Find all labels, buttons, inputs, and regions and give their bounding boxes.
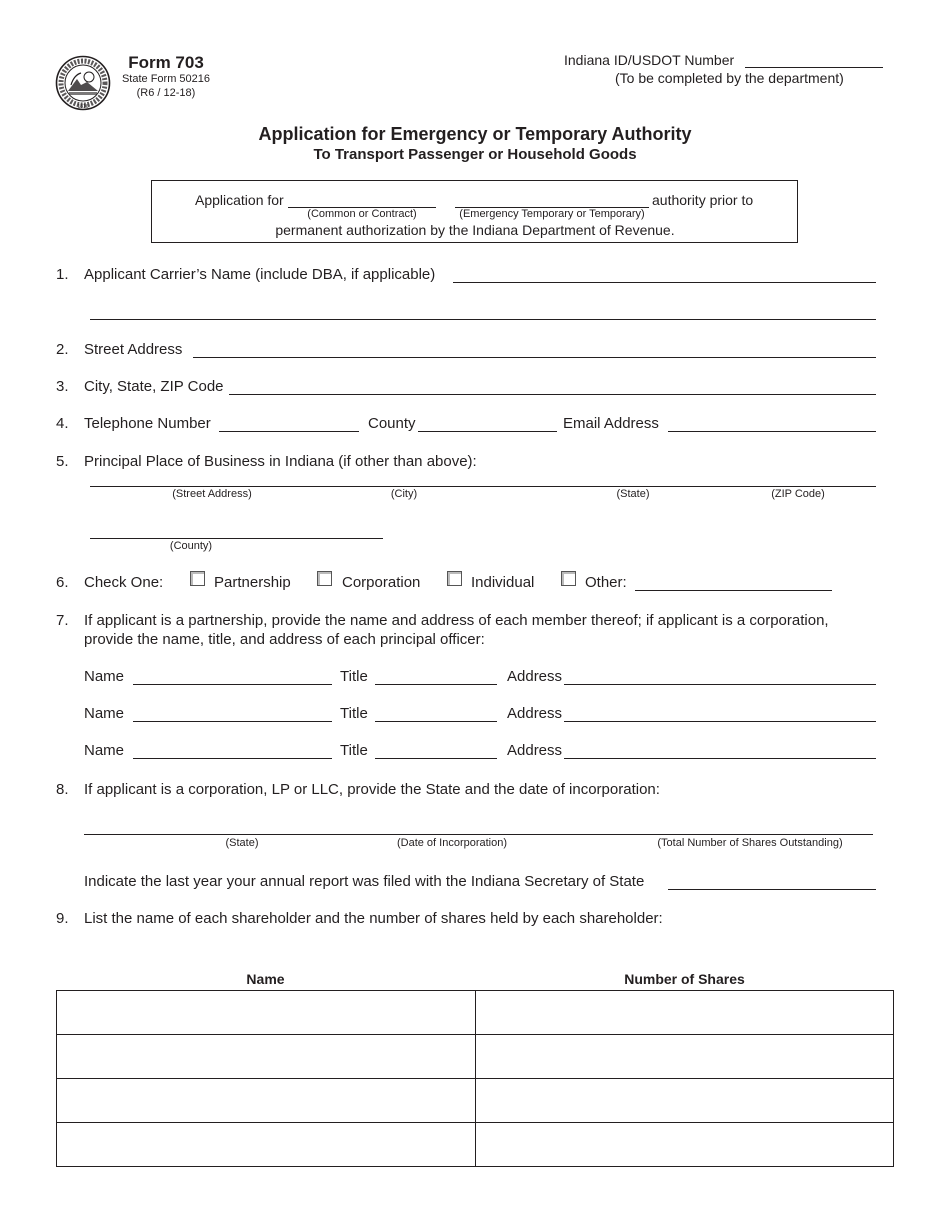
officer-address-label: Address [507,705,563,722]
street-address-label: Street Address [84,341,183,358]
app-box-line2: permanent authorization by the Indiana Department of Revenue. [275,222,675,238]
county-line[interactable] [418,431,557,432]
authority-kind-caption: (Emergency Temporary or Temporary) [459,208,645,220]
corporation-label: Corporation [342,574,421,591]
officer-title-label: Title [340,668,368,685]
form-number: Form 703 [128,53,204,72]
name-column-header: Name [246,971,285,987]
shareholder-table [56,990,894,1167]
item-number: 3. [56,378,69,395]
officer-title-line[interactable] [375,758,497,759]
officers-instructions-1: If applicant is a partnership, provide the name and address of each member thereof; if applicant is a corporation, [84,612,829,629]
city-state-zip-line[interactable] [229,394,876,395]
carrier-name-label: Applicant Carrier’s Name (include DBA, if applicable) [84,266,436,283]
state-form-number: State Form 50216 [121,73,211,86]
county-label: County [368,415,416,432]
app-prefix: Application for [195,192,284,208]
street-address-caption: (Street Address) [172,488,252,500]
telephone-label: Telephone Number [84,415,211,432]
shares-count-cell[interactable] [475,1035,894,1079]
corporation-checkbox[interactable] [317,571,332,586]
item-number: 8. [56,781,69,798]
other-checkbox[interactable] [561,571,576,586]
annual-report-line[interactable] [668,889,876,890]
shareholder-name-cell[interactable] [57,1035,476,1079]
officer-title-label: Title [340,742,368,759]
officer-address-label: Address [507,668,563,685]
table-row [57,1035,894,1079]
officer-address-line[interactable] [564,758,876,759]
officer-name-label: Name [84,705,125,722]
officer-address-line[interactable] [564,721,876,722]
officer-address-line[interactable] [564,684,876,685]
check-one-label: Check One: [84,574,164,591]
street-address-line[interactable] [193,357,876,358]
incorporation-state-caption: (State) [225,837,259,849]
id-note: (To be completed by the department) [615,70,844,86]
city-caption: (City) [390,488,418,500]
officers-instructions-2: provide the name, title, and address of each principal officer: [84,631,485,648]
telephone-line[interactable] [219,431,359,432]
officer-title-line[interactable] [375,684,497,685]
partnership-checkbox[interactable] [190,571,205,586]
item-number: 2. [56,341,69,358]
item-number: 4. [56,415,69,432]
page-title: Application for Emergency or Temporary Authority [258,124,692,144]
form-header [120,53,212,100]
item-number: 1. [56,266,69,283]
principal-address-line[interactable] [90,486,876,487]
state-seal-icon [55,55,111,111]
item-number: 9. [56,910,69,927]
shares-count-cell[interactable] [475,1123,894,1167]
individual-checkbox[interactable] [447,571,462,586]
seal-year: 1816 [77,104,89,110]
shares-count-cell[interactable] [475,1079,894,1123]
item-number: 7. [56,612,69,629]
individual-label: Individual [471,574,535,591]
shares-count-cell[interactable] [475,991,894,1035]
shareholder-name-cell[interactable] [57,1123,476,1167]
carrier-name-line-2[interactable] [90,319,876,320]
table-row [57,991,894,1035]
item-number: 6. [56,574,69,591]
officer-name-line[interactable] [133,758,332,759]
city-state-zip-label: City, State, ZIP Code [84,378,224,395]
other-label: Other: [585,574,627,591]
item-number: 5. [56,453,69,470]
partnership-label: Partnership [214,574,291,591]
other-line[interactable] [635,590,832,591]
table-row [57,1123,894,1167]
county-caption: (County) [169,540,213,552]
principal-place-label: Principal Place of Business in Indiana (if other than above): [84,453,477,470]
shares-column-header: Number of Shares [624,971,745,987]
officer-name-line[interactable] [133,684,332,685]
annual-report-label: Indicate the last year your annual report was filed with the Indiana Secretary of State [84,873,645,890]
id-label: Indiana ID/USDOT Number [564,52,735,68]
officer-address-label: Address [507,742,563,759]
incorporation-line[interactable] [84,834,873,835]
zip-caption: (ZIP Code) [771,488,825,500]
id-input-line[interactable] [745,67,883,68]
state-caption: (State) [616,488,650,500]
shares-outstanding-caption: (Total Number of Shares Outstanding) [657,837,843,849]
email-label: Email Address [563,415,659,432]
officer-title-line[interactable] [375,721,497,722]
shareholder-name-cell[interactable] [57,1079,476,1123]
app-suffix: authority prior to [652,192,754,208]
carrier-name-line[interactable] [453,282,876,283]
form-revision: (R6 / 12-18) [136,86,196,99]
principal-county-line[interactable] [90,538,383,539]
email-line[interactable] [668,431,876,432]
officer-name-label: Name [84,668,125,685]
officer-name-label: Name [84,742,125,759]
shareholders-label: List the name of each shareholder and the number of shares held by each shareholder: [84,910,663,927]
authority-type-caption: (Common or Contract) [307,208,417,220]
shareholder-name-cell[interactable] [57,991,476,1035]
page-subtitle: To Transport Passenger or Household Goods [313,146,637,163]
incorporation-date-caption: (Date of Incorporation) [396,837,508,849]
table-row [57,1079,894,1123]
incorporation-label: If applicant is a corporation, LP or LLC, provide the State and the date of incorporation: [84,781,660,798]
officer-title-label: Title [340,705,368,722]
officer-name-line[interactable] [133,721,332,722]
